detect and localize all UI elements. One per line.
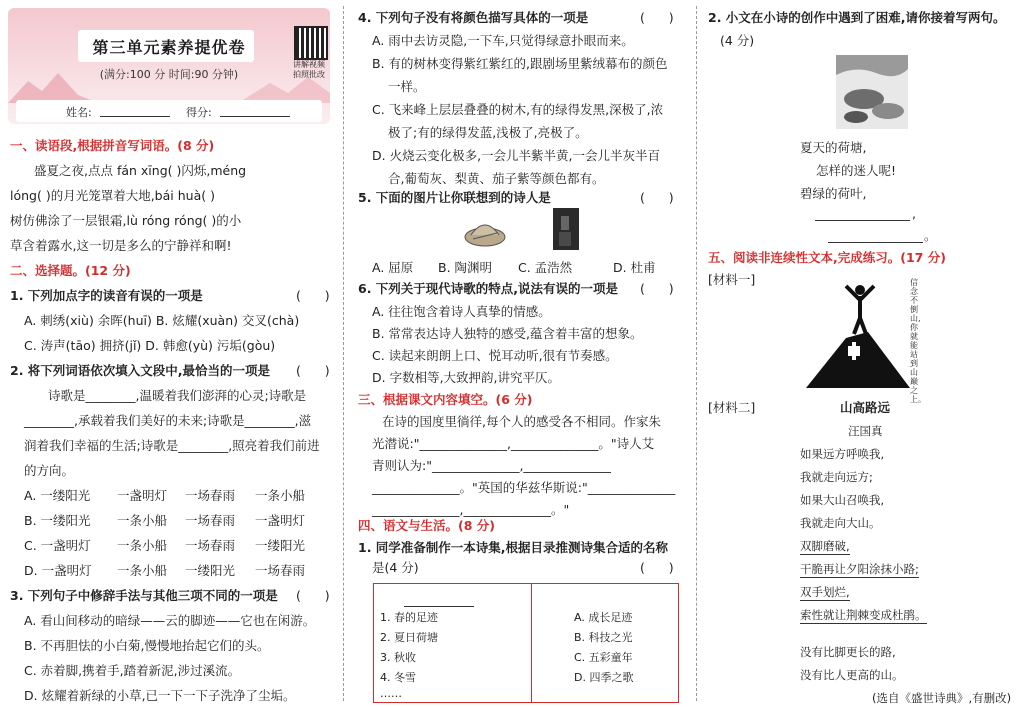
poem-line-3: 碧绿的荷叶, — [800, 186, 867, 201]
catalog-left-4: 4. 冬雪 — [380, 671, 416, 684]
poem2-source: (选自《盛世诗典》,有删改) — [872, 691, 1012, 705]
q1-options-ab: A. 刺绣(xiù) 余晖(huī) B. 炫耀(xuàn) 交叉(chà) — [24, 313, 300, 328]
poem-line-1: 夏天的荷塘, — [800, 140, 867, 155]
q2-opt-d-1: D. 一盏明灯 — [24, 563, 92, 578]
q2-opt-c-1: C. 一盏明灯 — [24, 538, 91, 553]
section-1-title: 一、读语段,根据拼音写词语。(8 分) — [10, 138, 215, 153]
hat-bundle-image — [463, 213, 507, 249]
q2-opt-c-4: 一缕阳光 — [255, 538, 306, 553]
q5-option-b: B. 陶渊明 — [438, 260, 493, 275]
q2-opt-b-3: 一场春雨 — [185, 513, 236, 528]
q2-passage-1: 诗歌是________,温暖着我们澎湃的心灵;诗歌是 — [48, 388, 307, 403]
poem2-line-1: 如果远方呼唤我, — [800, 447, 885, 461]
score-field[interactable] — [220, 104, 290, 117]
poem-period: 。 — [924, 228, 937, 243]
poem2-line-8: 索性就让荆棘变成杜鹃。 — [800, 608, 927, 622]
poem-comma: , — [912, 206, 916, 221]
sec4-question-1b: 是(4 分) — [372, 560, 419, 575]
q2-opt-d-2: 一条小船 — [117, 563, 168, 578]
q4-option-a: A. 雨中去访灵隐,一下车,只觉得绿意扑眼而来。 — [372, 33, 634, 48]
question-4: 4. 下列句子没有将颜色描写具体的一项是 — [358, 10, 589, 25]
catalog-right-b: B. 科技之光 — [574, 631, 633, 644]
sec1-line-1: 盛夏之夜,点点 fán xīng( )闪烁,méng — [34, 163, 247, 178]
answer-paren-q4[interactable]: ( ) — [640, 10, 674, 25]
answer-paren-q1[interactable]: ( ) — [296, 288, 330, 303]
poem2-line-3: 如果大山召唤我, — [800, 493, 885, 507]
score-label: 得分: — [186, 106, 212, 119]
q2-opt-b-2: 一条小船 — [117, 513, 168, 528]
q6-option-c: C. 读起来朗朗上口、悦耳动听,很有节奏感。 — [372, 348, 618, 363]
q5-option-d: D. 杜甫 — [613, 260, 656, 275]
q2-opt-a-3: 一场春雨 — [185, 488, 236, 503]
sec3-line-5: ______________,______________。" — [372, 502, 570, 517]
q3-option-a: A. 看山间移动的暗绿——云的脚迹——它也在闲游。 — [24, 613, 316, 628]
q4-option-b-1: B. 有的树林变得紫红紫红的,跟剧场里紫绒幕布的颜色 — [372, 56, 668, 71]
poem2-line-2: 我就走向远方; — [800, 470, 873, 484]
q4-option-c-1: C. 飞来峰上层层叠叠的树木,有的绿得发黑,深极了,浓 — [372, 102, 664, 117]
sec1-line-3: 树仿佛涂了一层银霜,lù róng róng( )的小 — [10, 213, 242, 228]
sec1-line-4: 草含着露水,这一切是多么的宁静祥和啊! — [10, 238, 232, 253]
q2-passage-4: 的方向。 — [24, 463, 75, 478]
catalog-divider — [531, 584, 532, 702]
portrait-image — [553, 208, 579, 250]
q3-option-d: D. 炫耀着新绿的小草,已一下一下子洗净了尘垢。 — [24, 688, 296, 703]
poem2-title: 山高路远 — [840, 400, 891, 415]
sec4-question-1: 1. 同学准备制作一本诗集,根据目录推测诗集合适的名称 — [358, 540, 669, 555]
sec3-line-2: 光潜说:"______________,______________。"诗人艾 — [372, 436, 655, 451]
exam-subtitle: (满分:100 分 时间:90 分钟) — [99, 68, 239, 81]
catalog-left-2: 2. 夏日荷塘 — [380, 631, 438, 644]
q2-opt-a-2: 一盏明灯 — [117, 488, 168, 503]
q4-option-d-2: 合,葡萄灰、梨黄、茄子紫等颜色都有。 — [388, 171, 605, 186]
sec1-line-2: lóng( )的月光笼罩着大地,bái huà( ) — [10, 188, 215, 203]
q5-option-a: A. 屈原 — [372, 260, 414, 275]
name-score-row — [16, 100, 322, 122]
mountain-climber-image — [806, 276, 910, 388]
material-2-label: [材料二] — [708, 400, 756, 415]
exam-header — [8, 8, 330, 124]
q5-option-c: C. 孟浩然 — [518, 260, 573, 275]
sec3-line-3: 青则认为:"______________,______________ — [372, 458, 611, 473]
material-1-label: [材料一] — [708, 272, 756, 287]
sec4-question-2: 2. 小文在小诗的创作中遇到了困难,请你接着写两句。 — [708, 10, 1006, 25]
section-4-title: 四、语文与生活。(8 分) — [358, 518, 495, 533]
answer-paren-q6[interactable]: ( ) — [640, 281, 674, 296]
catalog-right-a: A. 成长足迹 — [574, 611, 633, 624]
poem2-author: 汪国真 — [848, 424, 883, 438]
q2-opt-d-4: 一场春雨 — [255, 563, 306, 578]
catalog-box — [373, 583, 679, 703]
answer-paren-s4q1[interactable]: ( ) — [640, 560, 674, 575]
question-6: 6. 下列关于现代诗歌的特点,说法有误的一项是 — [358, 281, 619, 296]
poem2-line-11: 没有比人更高的山。 — [800, 668, 904, 682]
poem2-line-6: 干脆再让夕阳涂抹小路; — [800, 562, 919, 576]
q4-option-c-2: 极了;有的绿得发蓝,浅极了,亮极了。 — [388, 125, 588, 140]
exam-title: 第三单元素养提优卷 — [92, 38, 246, 57]
q3-option-b: B. 不再胆怯的小白菊,慢慢地抬起它们的头。 — [24, 638, 270, 653]
question-1: 1. 下列加点字的读音有误的一项是 — [10, 288, 203, 303]
poem2-line-5: 双脚磨破, — [800, 539, 850, 553]
q2-opt-a-1: A. 一缕阳光 — [24, 488, 91, 503]
poem-answer-1[interactable] — [815, 208, 910, 221]
q2-passage-2: ________,承载着我们美好的未来;诗歌是________,滋 — [24, 413, 312, 428]
q6-option-d: D. 字数相等,大致押韵,讲究平仄。 — [372, 370, 561, 385]
sec4-question-2b: (4 分) — [720, 33, 755, 48]
answer-paren-q2[interactable]: ( ) — [296, 363, 330, 378]
question-3: 3. 下列句子中修辞手法与其他三项不同的一项是 — [10, 588, 278, 603]
column-divider-1 — [343, 6, 344, 701]
q2-opt-c-3: 一场春雨 — [185, 538, 236, 553]
column-divider-2 — [696, 6, 697, 701]
name-label: 姓名: — [66, 106, 92, 119]
catalog-right-d: D. 四季之歌 — [574, 671, 634, 684]
section-3-title: 三、根据课文内容填空。(6 分) — [358, 392, 533, 407]
catalog-left-1: 1. 春的足迹 — [380, 611, 438, 624]
q6-option-a: A. 往往饱含着诗人真挚的情感。 — [372, 304, 551, 319]
poem-line-2: 怎样的迷人呢! — [816, 163, 897, 178]
section-2-title: 二、选择题。(12 分) — [10, 263, 131, 278]
material-1-caption: 信念不倒山,你就能站到山巅之上。 — [910, 278, 926, 404]
q2-opt-b-1: B. 一缕阳光 — [24, 513, 91, 528]
q2-opt-b-4: 一盏明灯 — [255, 513, 306, 528]
sec3-line-1: 在诗的国度里徜徉,每个人的感受各不相同。作家朱 — [382, 414, 661, 429]
question-2: 2. 将下列词语依次填入文段中,最恰当的一项是 — [10, 363, 271, 378]
catalog-name-blank[interactable] — [404, 594, 474, 607]
poem2-line-4: 我就走向大山。 — [800, 516, 881, 530]
answer-paren-q5[interactable]: ( ) — [640, 190, 674, 205]
q2-opt-d-3: 一缕阳光 — [185, 563, 236, 578]
section-5-title: 五、阅读非连续性文本,完成练习。(17 分) — [708, 250, 946, 265]
q3-option-c: C. 赤着脚,携着手,踏着新泥,涉过溪流。 — [24, 663, 241, 678]
sec3-line-4: ______________。"英国的华兹华斯说:"______________ — [372, 480, 676, 495]
column-2 — [348, 0, 693, 707]
qr-label: 讲解视频 拍照批改 — [293, 60, 325, 79]
question-5: 5. 下面的图片让你联想到的诗人是 — [358, 190, 551, 205]
qr-code-icon[interactable] — [294, 26, 328, 60]
q1-options-cd: C. 涛声(tāo) 拥挤(jǐ) D. 韩愈(yù) 污垢(gòu) — [24, 338, 276, 353]
q2-passage-3: 润着我们幸福的生活;诗歌是________,照亮着我们前进 — [24, 438, 320, 453]
poem2-line-7: 双手划烂, — [800, 585, 850, 599]
catalog-left-3: 3. 秋收 — [380, 651, 416, 664]
answer-paren-q3[interactable]: ( ) — [296, 588, 330, 603]
lotus-pond-image — [836, 55, 908, 129]
poem2-line-10: 没有比脚更长的路, — [800, 645, 896, 659]
column-1 — [0, 0, 340, 707]
q6-option-b: B. 常常表达诗人独特的感受,蕴含着丰富的想象。 — [372, 326, 643, 341]
catalog-right-c: C. 五彩童年 — [574, 651, 633, 664]
q4-option-b-2: 一样。 — [388, 79, 426, 94]
poem-answer-2[interactable] — [828, 230, 923, 243]
q2-opt-a-4: 一条小船 — [255, 488, 306, 503]
name-field[interactable] — [100, 104, 170, 117]
catalog-left-5: …… — [380, 687, 402, 700]
q4-option-d-1: D. 火烧云变化极多,一会儿半紫半黄,一会儿半灰半百 — [372, 148, 661, 163]
q2-opt-c-2: 一条小船 — [117, 538, 168, 553]
column-3 — [700, 0, 1026, 707]
